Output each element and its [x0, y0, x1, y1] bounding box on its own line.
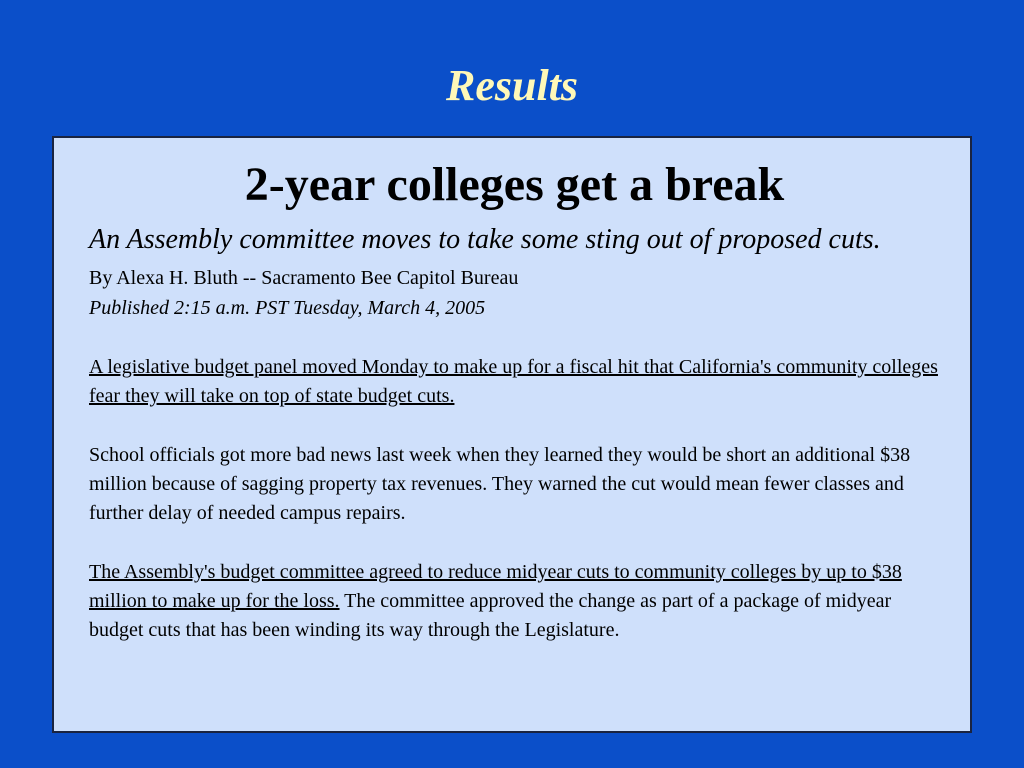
article-published-date: Published 2:15 a.m. PST Tuesday, March 4, 2005	[89, 297, 486, 319]
article-byline: By Alexa H. Bluth -- Sacramento Bee Capitol Bureau	[89, 267, 519, 289]
article-box	[52, 136, 972, 733]
article-subheadline: An Assembly committee moves to take some sting out of proposed cuts.	[89, 224, 881, 255]
article-paragraph-1	[89, 353, 940, 411]
paragraph-3-highlighted-text: The Assembly's budget committee agreed to reduce midyear cuts to community colleges by up to $38 million to make up for the loss.	[89, 561, 902, 612]
slide-title: Results	[445, 61, 579, 110]
paragraph-3-rest-text: The committee approved the change as part of a package of midyear budget cuts that has been winding its way through the Legislature.	[89, 590, 892, 641]
article-paragraph-3	[89, 558, 940, 645]
article-paragraph-2: School officials got more bad news last week when they learned they would be short an additional $38 million because of sagging property tax revenues. They warned the cut would mean fewer classes and further delay of needed campus repairs.	[89, 444, 911, 524]
paragraph-1-highlighted-text: A legislative budget panel moved Monday to make up for a fiscal hit that California's community colleges fear they will take on top of state budget cuts.	[89, 356, 938, 407]
article-headline: 2-year colleges get a break	[244, 158, 785, 211]
